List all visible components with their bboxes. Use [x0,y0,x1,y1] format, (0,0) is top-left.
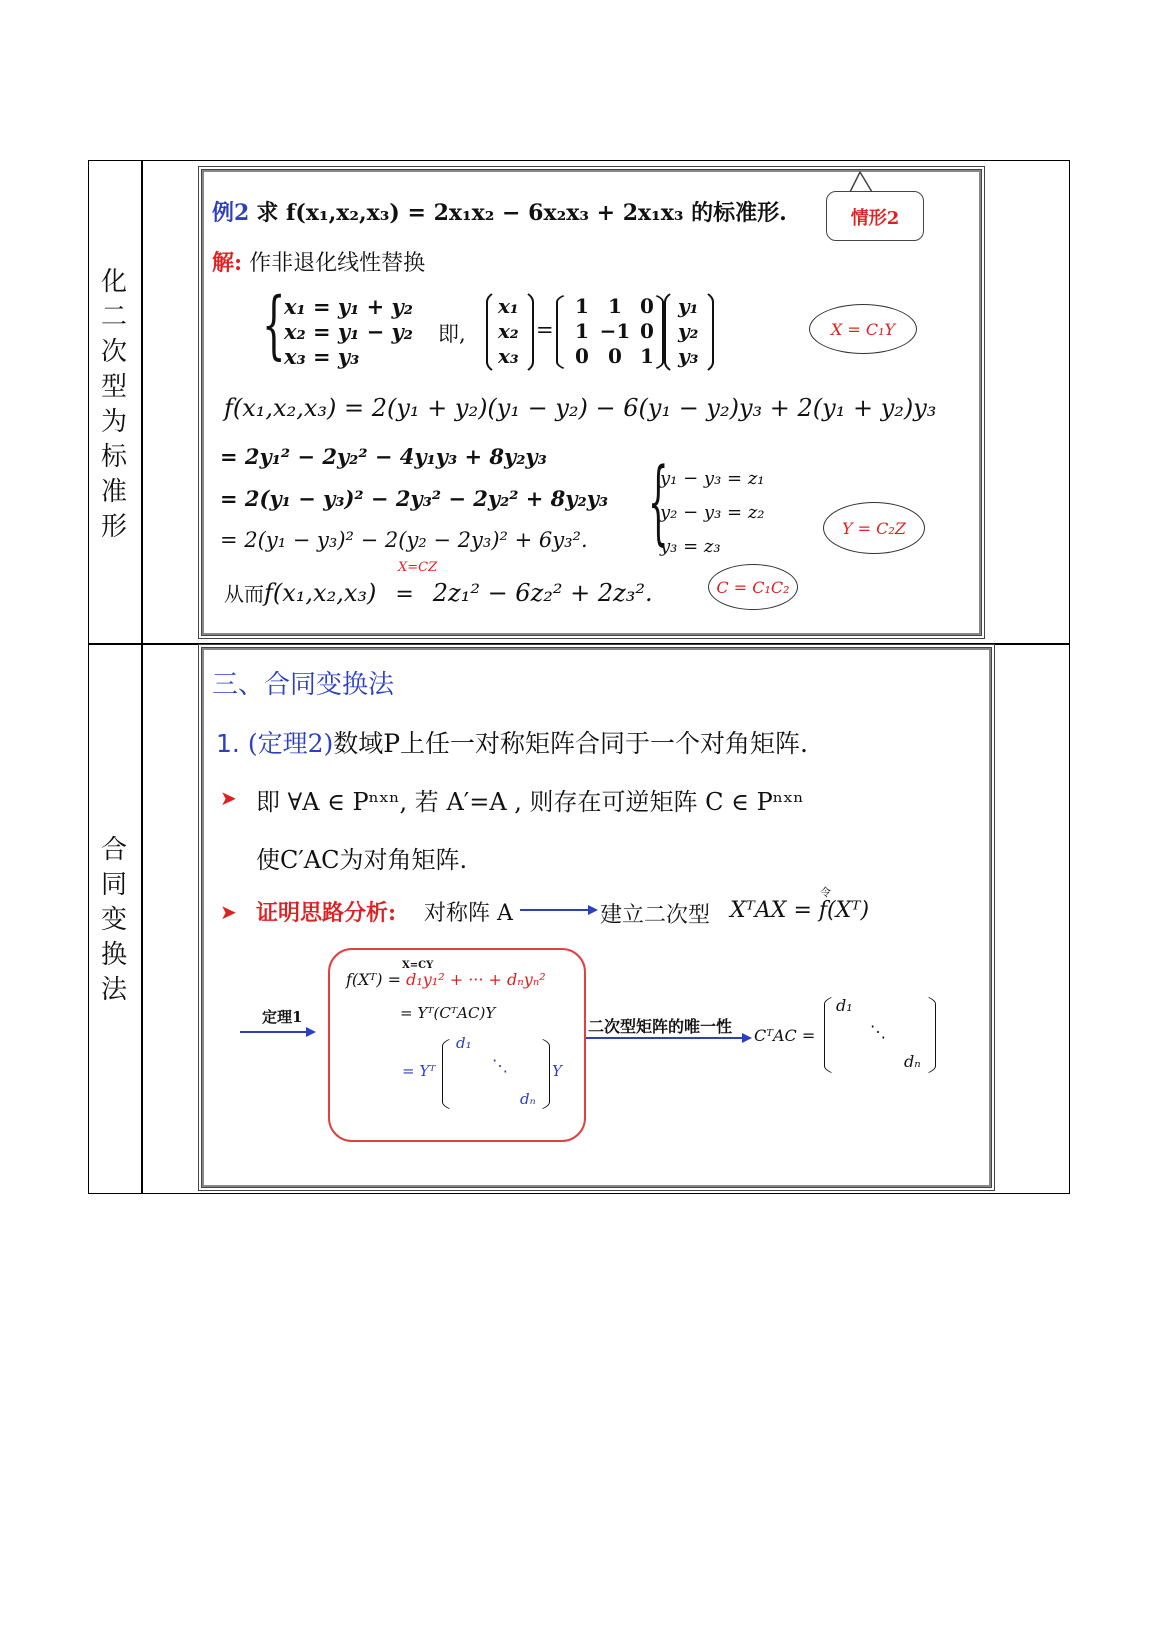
equals-sign: = [536,318,554,342]
matrix-cell: 1 [575,319,589,343]
section-heading: 三、合同变换法 [212,670,395,700]
proof-arrow-icon [520,904,600,916]
final-rhs: 2z₁² − 6z₂² + 2z₃². [432,579,653,607]
theorem-1-arrow-icon [240,1026,320,1038]
proof-symmetric: 对称阵 A [424,901,513,926]
result-diag-d1: d₁ [836,996,853,1015]
system-2-line: y₁ − y₃ = z₁ [660,468,765,489]
example-text: 求 f(x₁,x₂,x₃) = 2x₁x₂ − 6x₂x₃ + 2x₁x₃ 的标准形. [256,200,787,226]
vector-x [498,294,519,369]
matrix-cell: −1 [599,319,631,343]
vector-x-entry: x₁ [498,294,519,318]
section-label-1: 化二次型为标准形 [100,267,127,542]
proof-label: 证明思路分析: [256,900,397,926]
theorem-number: 1. [216,729,240,758]
slide-example-2 [198,166,985,639]
bullet-1-continuation: 使C′AC为对角矩阵. [256,846,468,874]
box-diag-dn: dₙ [520,1090,536,1108]
system-1-line: x₃ = y₃ [284,344,360,369]
vector-y [678,294,698,369]
theorem-1-label: 定理1 [262,1008,303,1026]
proof-build: 建立二次型 [600,903,711,928]
ji-label: 即, [438,322,466,346]
final-lhs: f(x₁,x₂,x₃) [264,579,377,607]
ellipse-text: Y = C₂Z [842,518,906,538]
ellipse-y-c2z [823,502,925,554]
matrix-c1 [566,294,662,369]
system-2-line: y₂ − y₃ = z₂ [660,502,765,523]
box-line-1-rhs: d₁y₁² + ··· + dₙyₙ² [406,970,546,989]
expansion-line-3: = 2(y₁ − y₃)² − 2y₃² − 2y₂² + 8y₂y₃ [220,486,609,511]
vector-x-entry: x₂ [498,319,519,343]
final-eq: = [395,582,414,607]
ellipse-text: C = C₁C₂ [716,577,790,597]
vector-y-entry: y₁ [678,294,699,318]
box-line-1-lhs: f(Xᵀ) = [346,970,402,989]
ellipse-c-c1c2 [708,564,798,610]
uniqueness-arrow-icon [586,1032,756,1044]
matrix-cell: 0 [608,344,622,368]
box-diag-d1: d₁ [456,1034,472,1052]
box-line-1 [346,970,546,989]
matrix-cell: 1 [608,294,622,318]
bullet-arrow-icon: ➤ [220,900,237,924]
result-diag-dn: dₙ [904,1052,921,1071]
substitution-label: X=CZ [398,560,438,575]
system-1-line: x₁ = y₁ + y₂ [284,294,413,319]
solution-label: 解: [212,250,243,276]
callout-text: 情形2 [850,208,900,229]
bullet-arrow-icon: ➤ [220,786,237,810]
theorem-line [216,724,808,760]
system-1 [284,294,413,369]
solution-line [212,246,425,277]
theorem-text: 数域P上任一对称矩阵合同于一个对角矩阵. [333,729,809,758]
section-label-2: 合同变换法 [100,835,127,1005]
box-diag-dots: ⋱ [492,1056,508,1075]
vector-x-entry: x₃ [498,344,519,368]
system-2-line: y₃ = z₃ [660,536,721,557]
box-substitution-label: X=CY [402,960,434,971]
slide-congruence-method [198,644,995,1191]
column-divider [141,160,143,1194]
proof-form: XᵀAX = f(Xᵀ) [730,898,870,923]
theorem-label: (定理2) [247,729,334,758]
matrix-cell: 1 [640,344,654,368]
system-1-line: x₂ = y₁ − y₂ [284,319,413,344]
expansion-line-4: = 2(y₁ − y₃)² − 2(y₂ − 2y₃)² + 6y₃². [220,528,588,552]
ellipse-text: X = C₁Y [830,319,896,339]
ling-label: 令 [820,886,831,899]
uniqueness-label: 二次型矩阵的唯一性 [588,1017,733,1036]
brace-1: { [262,282,286,368]
expansion-line-2: = 2y₁² − 2y₂² − 4y₁y₃ + 8y₂y₃ [220,444,547,469]
box-line-2: = Yᵀ(CᵀAC)Y [400,1004,496,1022]
matrix-cell: 1 [575,294,589,318]
vector-y-entry: y₂ [678,319,699,343]
example-label: 例2 [212,200,250,226]
matrix-cell: 0 [575,344,589,368]
example-line [212,196,787,227]
box-line-3-suffix: Y [552,1062,562,1080]
solution-text: 作非退化线性替换 [249,251,426,276]
final-line [224,578,653,607]
vector-y-entry: y₃ [678,344,699,368]
expansion-line-1: f(x₁,x₂,x₃) = 2(y₁ + y₂)(y₁ − y₂) − 6(y₁ − y₂)y₃ + 2(y₁ + y₂)y₃ [224,394,937,422]
final-prefix: 从而 [224,582,264,606]
callout-box [826,191,924,241]
ellipse-x-c1y [809,304,917,354]
box-line-3-prefix: = Yᵀ [402,1062,436,1080]
matrix-cell: 0 [640,294,654,318]
result-lhs: CᵀAC = [754,1026,816,1045]
system-2 [660,462,765,564]
bullet-1-text: 即 ∀A ∈ Pⁿˣⁿ, 若 A′=A , 则存在可逆矩阵 C ∈ Pⁿˣⁿ [256,788,804,816]
result-diag-dots: ⋱ [870,1022,886,1041]
brace-2: { [648,448,669,555]
matrix-cell: 0 [640,319,654,343]
